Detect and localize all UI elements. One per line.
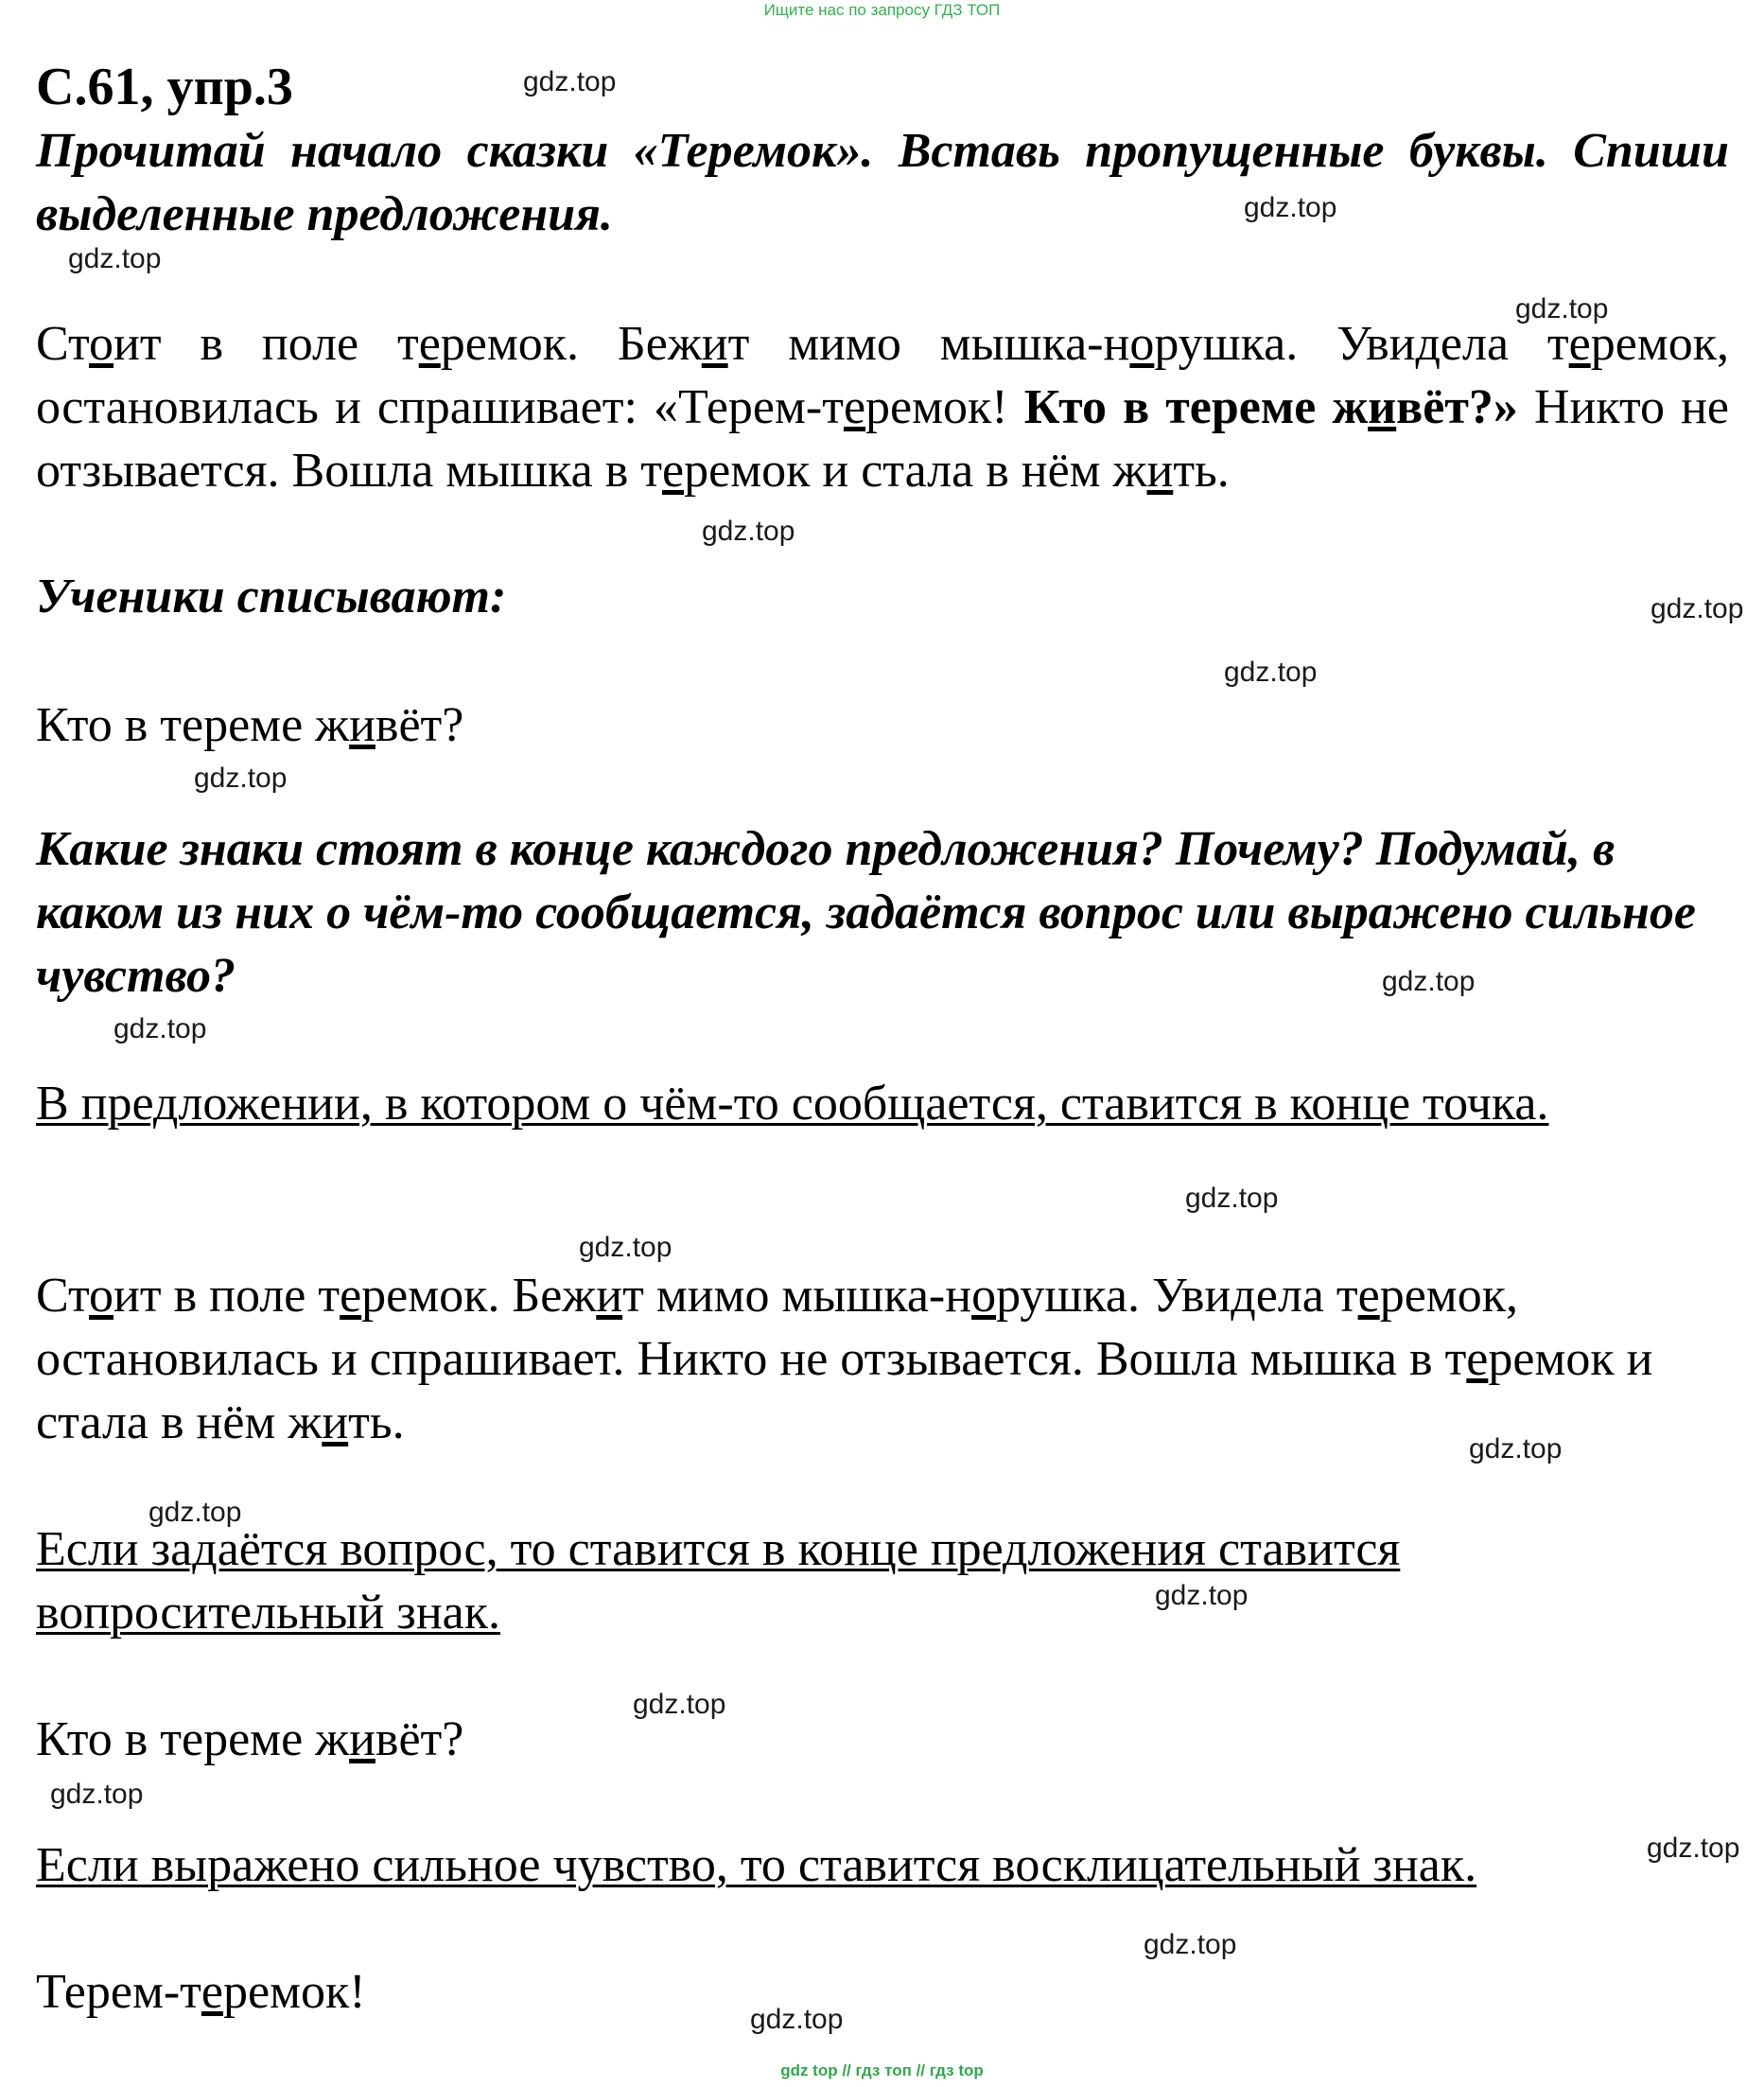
watermark: gdz.top	[1155, 1580, 1249, 1611]
task-instruction-1: Прочитай начало сказки «Теремок». Вставь пропущенные буквы. Спиши выделенные предложения.	[36, 124, 1729, 241]
story-text: Стоит в поле теремок. Бежит мимо мышка-норушка. Увидела теремок, остановилась и спрашивает: «Терем-теремок! Кто в тереме живёт?» Никто не отзывается. Вошла мышка в теремок и стала в нём жить.	[36, 317, 1730, 498]
exclamation-example: Терем-теремок!	[36, 1965, 366, 2019]
watermark: gdz.top	[1515, 293, 1609, 324]
watermark: gdz.top	[114, 1013, 207, 1044]
task-instruction-2: Какие знаки стоят в конце каждого предложения? Почему? Подумай, в каком из них о чём-то сообщается, задаётся вопрос или выражено сильное чувство?	[36, 822, 1696, 1003]
highlighted-sentence: Кто в тереме живёт?»	[1023, 380, 1518, 434]
exercise-heading: С.61, упр.3	[36, 58, 293, 116]
watermark: gdz.top	[1224, 657, 1318, 688]
copied-sentence-1: Кто в тереме живёт?	[36, 698, 464, 752]
watermark: gdz.top	[1650, 593, 1744, 624]
watermark: gdz.top	[50, 1779, 144, 1810]
question-example: Кто в тереме живёт?	[36, 1712, 464, 1766]
answer-question-rule: Если задаётся вопрос, то ставится в конце предложения ставится вопросительный знак.	[36, 1522, 1401, 1640]
watermark: gdz.top	[750, 2004, 844, 2035]
answer-statement-rule: В предложении, в котором о чём-то сообщается, ставится в конце точка.	[36, 1077, 1549, 1131]
statement-examples: Стоит в поле теремок. Бежит мимо мышка-норушка. Увидела теремок, остановилась и спрашивает. Никто не отзывается. Вошла мышка в теремок и стала в нём жить.	[36, 1269, 1653, 1449]
watermark: gdz.top	[1469, 1433, 1563, 1464]
watermark: gdz.top	[1185, 1183, 1279, 1214]
watermark: gdz.top	[1647, 1833, 1740, 1864]
watermark: gdz.top	[194, 763, 288, 794]
watermark: gdz.top	[148, 1497, 242, 1528]
watermark: gdz.top	[1144, 1929, 1237, 1960]
watermark: gdz.top	[523, 66, 617, 97]
watermark: gdz.top	[702, 516, 795, 547]
watermark: gdz.top	[1382, 966, 1476, 997]
answer-exclamation-rule: Если выражено сильное чувство, то ставится восклицательный знак.	[36, 1838, 1477, 1892]
watermark: gdz.top	[633, 1689, 726, 1720]
bottom-banner[interactable]: gdz top // гдз топ // гдз top	[780, 2061, 984, 2079]
watermark: gdz.top	[579, 1232, 672, 1263]
top-banner[interactable]: Ищите нас по запросу ГДЗ ТОП	[763, 1, 1001, 19]
watermark: gdz.top	[1244, 192, 1337, 223]
watermark: gdz.top	[68, 243, 162, 274]
students-copy-label: Ученики списывают:	[36, 570, 507, 623]
